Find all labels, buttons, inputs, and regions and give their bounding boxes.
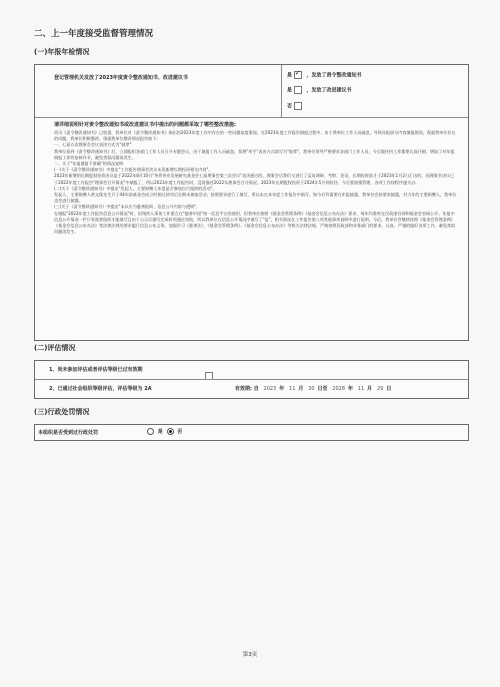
option-yes-label: 是 xyxy=(287,87,293,94)
paragraph: 一、七届五次理事会会议表决方式为"鼓掌" xyxy=(54,142,132,148)
month-unit: 月 xyxy=(367,386,373,392)
option-suggestion-text: ，发放了改进建议书 xyxy=(306,87,352,94)
page-number: 第3页 xyxy=(242,652,258,658)
paragraph: (二)关于《责令整改通知书》中提出"发起人、主要捐赠人年度是否参加自行组织的活动"。 xyxy=(54,185,217,191)
validity-label: 有效期: xyxy=(235,386,252,392)
option-no-label: 否 xyxy=(287,103,293,110)
checkbox-checked[interactable] xyxy=(294,71,302,79)
paragraph: 发起人、主要捐赠人黄文俊先生只于44年前基金会成立时捐过款项后长期未参加活动，按照要求进行了填写，所以未在本年度工作报告中填写，如今后有需要在年报披露，我单位会按要求披露，对当年的主要捐赠人，我单位也会进行披露。 xyxy=(54,192,457,204)
to-year[interactable]: 2028 xyxy=(332,386,346,392)
evaluated-row xyxy=(35,379,468,399)
penalty-heading: (三)行政处罚情况 xyxy=(34,408,90,416)
penalty-table xyxy=(34,424,469,441)
option-notice-issued[interactable] xyxy=(287,71,362,79)
option-none[interactable] xyxy=(287,102,305,110)
radio-yes[interactable] xyxy=(147,428,154,435)
year-unit: 年 xyxy=(279,386,285,392)
evaluation-table xyxy=(34,360,469,399)
annual-report-table xyxy=(34,64,469,341)
year-unit: 年 xyxy=(348,386,354,392)
paragraph: (三)关于《责令整改通知书》中提出"未以应为慈善组织、信息公开内容与透明"。 xyxy=(54,204,201,210)
from-day[interactable]: 30 xyxy=(308,386,315,392)
penalty-question: 本组织是否受到过行政处罚 xyxy=(38,430,99,436)
radio-no-label: 否 xyxy=(177,429,183,435)
measures-text xyxy=(54,130,458,235)
not-evaluated-label: 1、尚未参加评估或者评估等级已过有效期 xyxy=(49,367,143,373)
to-day[interactable]: 29 xyxy=(376,386,384,392)
from-month[interactable]: 11 xyxy=(289,386,296,392)
penalty-options xyxy=(145,428,182,435)
paragraph: 在填报"2023年度工作报告信息公开情况"时，因残疾人事务工作重点在"慈善中国"统一信息平台的使用，但我单位按照《基金会管理条例》《基金会信息公布办法》要求，每年均准时在民政部官网和基金会官网公开。年报中信息公开情况一栏只有需要组织才能填写且由于公示后填写完成时须通过审批，所以我单位在信息公开情况中填写了"是"，相关情况在工作报告第八项其他事项说明中进行说明。今后，我单位会继续按照《基金会管理条例》《基金会信息公布办法》等法律法规的要求履行信息公布义务，加强学习《慈善法》、《基金会管理条例》、《基金会信息公布办法》等相关法律法规，严格按照民政部和业务部门的要求，认真、严谨的做好各项工作，避免类似问题再发生。 xyxy=(54,210,456,235)
validity-period xyxy=(235,385,391,392)
month-unit: 月 xyxy=(298,386,304,392)
evaluated-label: 2、已通过社会组织等级评估，评估等级为 2A xyxy=(49,386,152,392)
option-notice-text: ，发放了责令整改通知书 xyxy=(306,72,362,79)
from-year[interactable]: 2023 xyxy=(263,386,277,392)
to-label: 日至 xyxy=(317,386,328,392)
column-divider xyxy=(281,65,282,117)
paragraph: 2023年新增的长期股权投资决议是于2022年8月10日"华侨茶业发展研究基金会七届理事会第三次会议"表决通过的，理事会后我们又进行了反复调研、考察、论证，长期投资款才于2023年1月2日汇出的，因理事会决议已于2022年度工作报告"理事会召开情况"中填报了，所以2023年度工作报告时，没再描述2022年理事会召开情况。2023年长期股权投资于2024年5月份收回，今后要加强管理，各项工作按程序逐关办。 xyxy=(54,173,455,185)
paragraph: 我单位看到《责令整改通知书》后，立即组织各部门工作人员召开专题会议，由于填报工作人员疏忽，误将"举手"表决方式填写为"鼓掌"，我单位领导严格要求各部门工作人员，今后做任何工作都要认真仔细，增加了对年报填报工作的复核环节，避免类似问题再发生。 xyxy=(54,148,455,160)
annual-report-question: 登记管理机关发放了2023年度责令整改通知书、改进建议书 xyxy=(54,75,188,81)
section-title: 二、上一年度接受监督管理情况 xyxy=(34,29,154,39)
paragraph: 贵司《责令整改通知书》已收悉，我单位对《责令整改通知书》指出的2023年度工作中存在的一些问题高度重视。在2023年度工作报告填报过程中，由于我单位工作人员疏忽，导致年报部分内容填报错误。现就我单位存在的问题，我单位积极整改，现就我单位整改情况报告如下: xyxy=(54,130,456,142)
paragraph: 二、关于"年报填报不准确"的情况说明 xyxy=(54,161,124,167)
checkbox-unchecked[interactable] xyxy=(294,102,302,110)
annual-report-heading: (一)年报年检情况 xyxy=(34,48,90,56)
day-unit: 日 xyxy=(386,386,392,392)
option-yes-label: 是 xyxy=(287,72,293,79)
option-suggestion-issued[interactable] xyxy=(287,86,352,94)
from-label: 自 xyxy=(253,386,259,392)
checkbox-unchecked[interactable] xyxy=(294,86,302,94)
radio-no[interactable] xyxy=(167,428,174,435)
evaluation-heading: (二)评估情况 xyxy=(34,344,76,352)
measures-row xyxy=(35,117,468,341)
radio-yes-label: 是 xyxy=(157,429,163,435)
paragraph: (一)关于《责令整改通知书》中提出"工作报告理事会决议未见新增长期投资相关内容"。 xyxy=(54,167,213,173)
measures-question: 请详细说明针对责令整改通知书或改进建议书中提出的问题都采取了哪些整改措施: xyxy=(54,122,237,128)
to-month[interactable]: 11 xyxy=(357,386,365,392)
